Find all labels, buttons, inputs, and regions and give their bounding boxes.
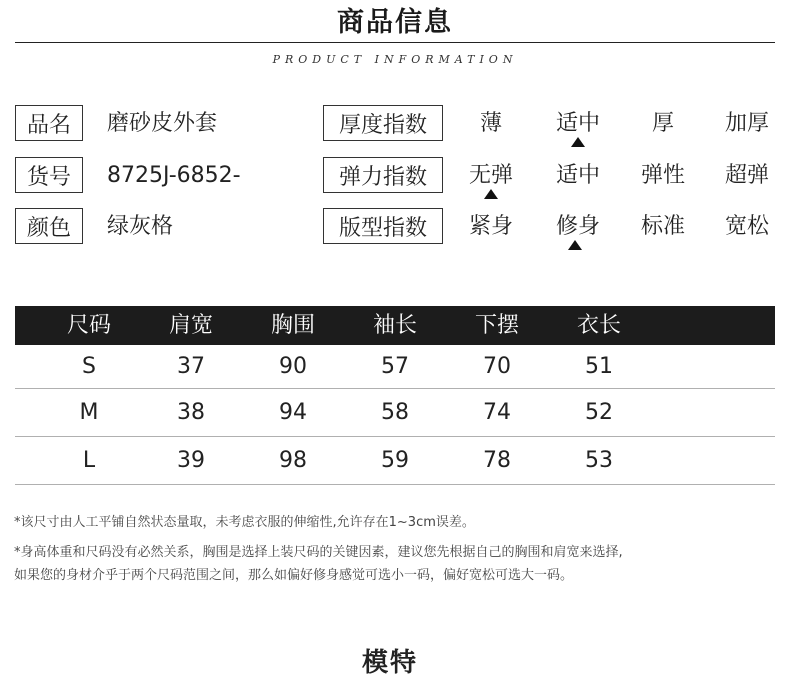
table-cell: 39 bbox=[177, 448, 205, 473]
column-header: 衣长 bbox=[576, 313, 621, 338]
table-cell: 37 bbox=[177, 354, 205, 379]
code-value: 8725J-6852- bbox=[107, 163, 241, 188]
thickness-selected-marker-icon bbox=[571, 137, 585, 147]
fit-option: 标准 bbox=[640, 214, 685, 239]
column-header: 下摆 bbox=[474, 313, 519, 338]
thickness-option: 适中 bbox=[555, 111, 600, 136]
column-header: 肩宽 bbox=[168, 313, 213, 338]
elasticity-option: 超弹 bbox=[724, 163, 769, 188]
table-row-divider bbox=[15, 484, 775, 485]
fit-option: 紧身 bbox=[468, 214, 513, 239]
next-section-heading-partial: 模特 bbox=[361, 648, 418, 678]
thickness-option: 厚 bbox=[651, 111, 674, 136]
table-row-divider bbox=[15, 436, 775, 437]
table-cell: 58 bbox=[381, 400, 409, 425]
table-cell: M bbox=[79, 400, 99, 425]
table-cell: 94 bbox=[279, 400, 307, 425]
table-cell: 53 bbox=[585, 448, 613, 473]
table-cell: 74 bbox=[483, 400, 511, 425]
table-cell: 98 bbox=[279, 448, 307, 473]
elasticity-label: 弹力指数 bbox=[323, 157, 443, 193]
table-cell: 70 bbox=[483, 354, 511, 379]
color-value: 绿灰格 bbox=[107, 214, 174, 239]
page-title: 商品信息 bbox=[337, 7, 453, 38]
thickness-option: 加厚 bbox=[724, 111, 769, 136]
elasticity-option: 适中 bbox=[555, 163, 600, 188]
elasticity-option: 无弹 bbox=[468, 163, 513, 188]
table-cell: S bbox=[82, 354, 96, 379]
name-label: 品名 bbox=[15, 105, 83, 141]
title-divider bbox=[15, 42, 775, 43]
fit-option: 宽松 bbox=[724, 214, 769, 239]
column-header: 袖长 bbox=[372, 313, 417, 338]
table-row-divider bbox=[15, 388, 775, 389]
table-cell: 90 bbox=[279, 354, 307, 379]
table-cell: 59 bbox=[381, 448, 409, 473]
color-label: 颜色 bbox=[15, 208, 83, 244]
fit-label: 版型指数 bbox=[323, 208, 443, 244]
elasticity-option: 弹性 bbox=[640, 163, 685, 188]
table-cell: 57 bbox=[381, 354, 409, 379]
name-value: 磨砂皮外套 bbox=[107, 111, 218, 136]
column-header: 胸围 bbox=[270, 313, 315, 338]
fit-option: 修身 bbox=[555, 214, 600, 239]
size-advice-note-continued: 如果您的身材介乎于两个尺码范围之间，那么如偏好修身感觉可选小一码，偏好宽松可选大一码。 bbox=[14, 568, 574, 583]
table-cell: 78 bbox=[483, 448, 511, 473]
table-cell: 51 bbox=[585, 354, 613, 379]
page-subtitle: PRODUCT INFORMATION bbox=[272, 53, 518, 66]
measurement-note: *该尺寸由人工平铺自然状态量取，未考虑衣服的伸缩性,允许存在1~3cm误差。 bbox=[14, 515, 475, 530]
column-header: 尺码 bbox=[66, 313, 111, 338]
size-advice-note: *身高体重和尺码没有必然关系，胸围是选择上装尺码的关键因素，建议您先根据自己的胸围和肩宽来选择, bbox=[14, 545, 623, 560]
code-label: 货号 bbox=[15, 157, 83, 193]
thickness-option: 薄 bbox=[479, 111, 502, 136]
thickness-label: 厚度指数 bbox=[323, 105, 443, 141]
elasticity-selected-marker-icon bbox=[484, 189, 498, 199]
table-cell: 38 bbox=[177, 400, 205, 425]
table-cell: 52 bbox=[585, 400, 613, 425]
fit-selected-marker-icon bbox=[568, 240, 582, 250]
table-cell: L bbox=[82, 448, 96, 473]
